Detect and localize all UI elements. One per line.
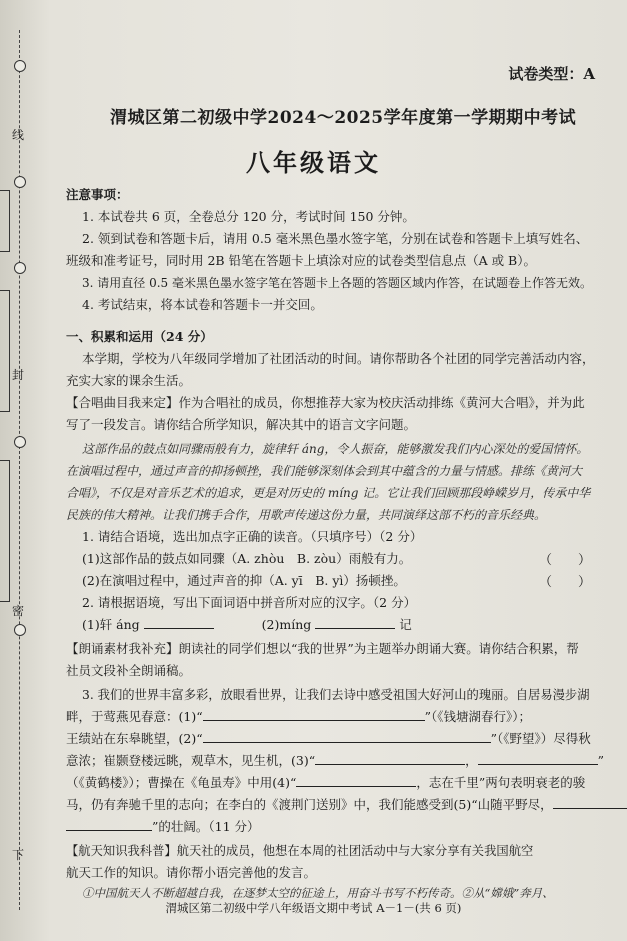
- choir-line: 写了一段发言。请你结合所学知识，解决其中的语言文字问题。: [66, 417, 417, 432]
- speech-line: 合唱》，不仅是对音乐艺术的追求，更是对历史的 míng 记。它让我们回顾那段峥嵘岁月，传承中华: [66, 486, 591, 500]
- binding-hole: [14, 262, 26, 274]
- question-1-option-1: (1)这部作品的鼓点如同骤（A. zhòu B. zòu）雨般有力。: [82, 551, 412, 566]
- q3-line: 马，仍有奔驰千里的志向；在李白的《渡荆门送别》中，我们能感受到(5)“山随平野尽，: [66, 796, 627, 814]
- paper-type-label: 试卷类型：A: [508, 65, 595, 83]
- space-speech: ①中国航天人不断超越自我，在逐梦太空的征途上，用奋斗书写不朽传奇。②从“嫦娥”奔月、: [82, 886, 554, 900]
- question-1-stem: 1. 请结合语境，选出加点字正确的读音。（只填序号）（2 分）: [82, 529, 423, 544]
- answer-blank[interactable]: [203, 730, 491, 743]
- answer-blank[interactable]: [553, 796, 627, 809]
- notice-item: 3. 请用直径 0.5 毫米黑色墨水签字笔在答题卡上各题的答题区域内作答，在试题卷上作答无效。: [82, 276, 592, 290]
- reading-line: 社员文段补全朗诵稿。: [66, 663, 192, 678]
- name-box[interactable]: [0, 190, 10, 252]
- answer-blank[interactable]: [296, 774, 416, 787]
- intro-line: 充实大家的课余生活。: [66, 373, 192, 388]
- answer-blank[interactable]: （ ）: [538, 553, 591, 568]
- choir-line: 【合唱曲目我来定】作为合唱社的成员，你想推荐大家为校庆活动排练《黄河大合唱》，并为此: [66, 395, 585, 410]
- binding-hole: [14, 436, 26, 448]
- answer-blank[interactable]: （ ）: [538, 575, 591, 590]
- subject-title: 八年级语文: [246, 148, 381, 177]
- speech-line: 民族的伟大精神。让我们携手合作，用歌声传递这份力量，共同演绎这部不朽的音乐经典。: [66, 508, 547, 522]
- answer-blank[interactable]: [66, 818, 152, 831]
- id-box[interactable]: [0, 460, 10, 602]
- margin-label-down: 下: [12, 848, 25, 862]
- answer-blank[interactable]: [203, 708, 425, 721]
- notice-item: 2. 领到试卷和答题卡后，请用 0.5 毫米黑色墨水签字笔，分别在试卷和答题卡上填写姓名、: [82, 231, 589, 246]
- question-1-option-2: (2)在演唱过程中，通过声音的抑（A. yī B. yì）扬顿挫。: [82, 573, 406, 588]
- class-box[interactable]: [0, 290, 10, 412]
- reading-line: 【朗诵素材我补充】朗读社的同学们想以“我的世界”为主题举办朗诵大赛。请你结合积累，帮: [66, 641, 579, 656]
- q3-line: 畔，于莺燕见春意：(1)“ ”（《钱塘湖春行》）；: [66, 709, 532, 724]
- binding-hole: [14, 624, 26, 636]
- question-2-stem: 2. 请根据语境，写出下面词语中拼音所对应的汉字。（2 分）: [82, 595, 417, 610]
- q3-tail: ，志在千里”两句表明衰老的骏: [416, 775, 586, 790]
- q3-tail: ”（《钱塘湖春行》）；: [424, 709, 532, 724]
- intro-line: 本学期，学校为八年级同学增加了社团活动的时间。请你帮助各个社团的同学完善活动内容，: [82, 351, 595, 366]
- answer-blank[interactable]: [478, 752, 598, 765]
- word-2-tail: 记: [399, 617, 412, 632]
- notice-heading: 注意事项：: [66, 187, 129, 202]
- q3-line: 王绩站在东皋眺望，(2)“ ”（《野望》）尽得秋: [66, 731, 591, 746]
- answer-blank[interactable]: [144, 616, 214, 629]
- word-1: (1)轩 áng: [82, 617, 140, 632]
- speech-line: 在演唱过程中，通过声音的抑扬顿挫，我们能够深刻体会到其中蕴含的力量与情感。排练《黄河大: [66, 464, 583, 478]
- q3-line: ”的壮阔。（11 分）: [66, 818, 260, 836]
- notice-item: 4. 考试结束，将本试卷和答题卡一并交回。: [82, 297, 323, 312]
- q3-tail: ”（《野望》）尽得秋: [490, 731, 591, 746]
- q3-line: （《黄鹤楼》）；曹操在《龟虽寿》中用(4)“ ，志在千里”两句表明衰老的骏: [66, 775, 586, 790]
- notice-item: 班级和准考证号，同时用 2B 铅笔在答题卡上填涂对应的试卷类型信息点（A 或 B）。: [66, 253, 536, 268]
- binding-margin: [0, 0, 40, 941]
- q3-line: 3. 我们的世界丰富多彩，放眼看世界，让我们去诗中感受祖国大好河山的瑰丽。自居易漫步湖: [82, 688, 590, 702]
- q3-line: 意浓；崔颢登楼远眺，观草木，见生机，(3)“ ， ”: [66, 753, 605, 768]
- margin-label-seal: 封: [12, 368, 25, 382]
- answer-blank[interactable]: [315, 616, 395, 629]
- section-heading: 一、积累和运用（24 分）: [66, 329, 213, 344]
- margin-label-secret: 密: [12, 604, 25, 618]
- notice-item: 1. 本试卷共 6 页，全卷总分 120 分，考试时间 150 分钟。: [82, 209, 415, 224]
- question-2-words: [82, 616, 412, 634]
- exam-title: 渭城区第二初级中学2024～2025学年度第一学期期中考试: [110, 108, 577, 128]
- binding-hole: [14, 60, 26, 72]
- speech-line: 这部作品的鼓点如同骤雨般有力，旋律轩 áng，令人振奋，能够激发我们内心深处的爱国情怀。: [82, 442, 589, 456]
- answer-blank[interactable]: [315, 752, 465, 765]
- space-line: 【航天知识我科普】航天社的成员，他想在本周的社团活动中与大家分享有关我国航空: [66, 844, 534, 858]
- word-2: (2)míng: [261, 617, 312, 632]
- space-line: 航天工作的知识。请你帮小语完善他的发言。: [66, 865, 317, 880]
- page-footer: 渭城区第二初级中学八年级语文期中考试 A－1－(共 6 页): [165, 901, 462, 915]
- margin-label-line: 线: [12, 128, 25, 142]
